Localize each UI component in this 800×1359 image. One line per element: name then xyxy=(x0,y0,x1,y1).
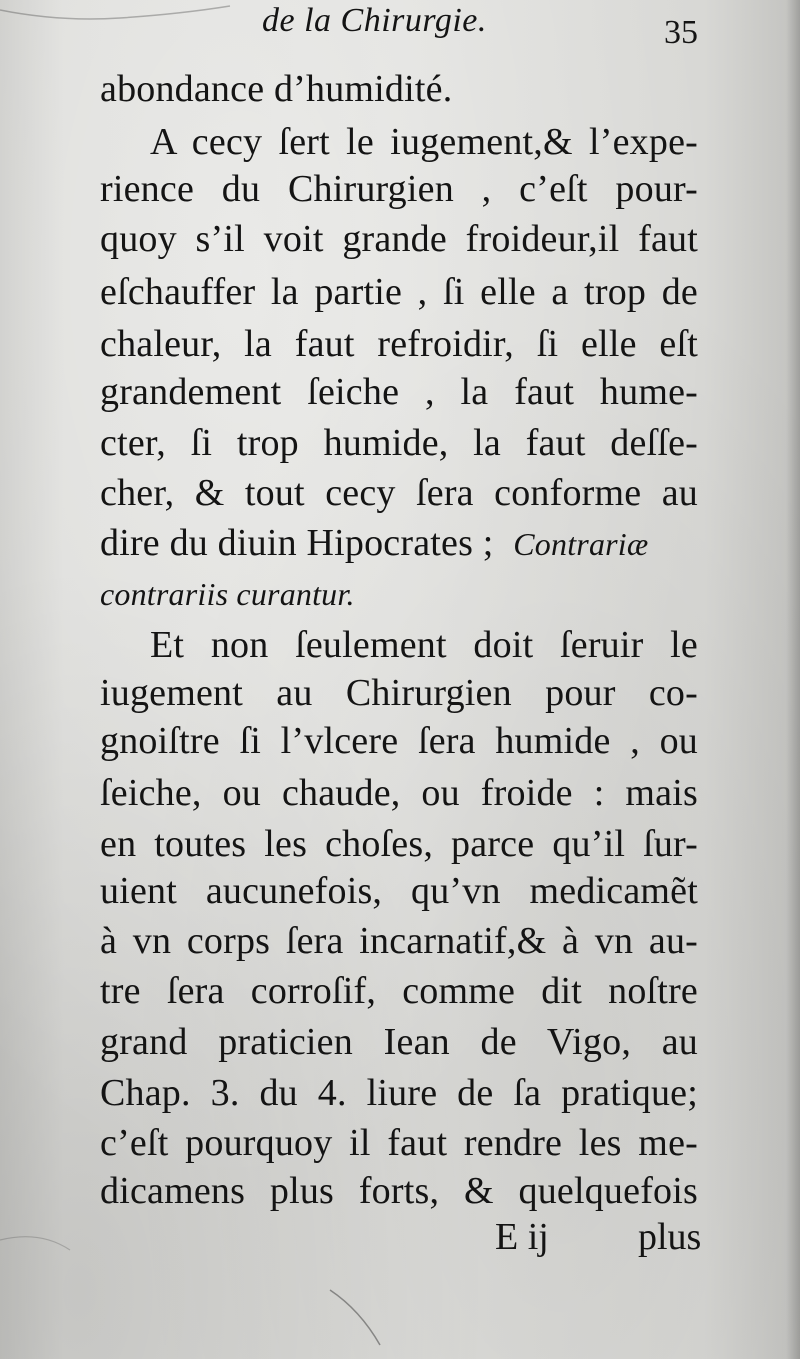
text-line: iugement au Chirurgien pour co- xyxy=(100,672,698,714)
text-line: à vn corps ſera incarnatif,& à vn au- xyxy=(100,920,698,962)
text-line: dicamens plus forts, & quelquefois xyxy=(100,1170,698,1212)
text-roman: dire du diuin Hipocrates ; xyxy=(100,522,494,564)
text-line: cter, ſi trop humide, la faut deſſe- xyxy=(100,422,698,464)
text-line: gnoiſtre ſi l’vlcere ſera humide , ou xyxy=(100,720,698,762)
text-line: rience du Chirurgien , c’eſt pour- xyxy=(100,168,698,210)
text-line: en toutes les choſes, parce qu’il ſur- xyxy=(100,823,698,865)
signature-mark: E ij xyxy=(495,1216,549,1258)
text-line: grandement ſeiche , la faut hume- xyxy=(100,371,698,413)
text-line: eſchauffer la partie , ſi elle a trop de xyxy=(100,271,698,313)
text-line: uient aucunefois, qu’vn medicamẽt xyxy=(100,870,698,912)
text-line xyxy=(100,524,648,562)
catchword: plus xyxy=(638,1216,702,1258)
text-line: Chap. 3. du 4. liure de ſa pratique; xyxy=(100,1072,698,1114)
text-line: tre ſera corroſif, comme dit noſtre xyxy=(100,970,698,1012)
latin-quote: Contrariæ xyxy=(513,526,649,562)
page-edge-shadow xyxy=(786,0,800,1359)
text-line: chaleur, la faut refroidir, ſi elle eſt xyxy=(100,323,698,365)
page-number: 35 xyxy=(664,14,698,51)
text-line: A cecy ſert le iugement,& l’expe- xyxy=(150,121,698,163)
text-line: grand praticien Iean de Vigo, au xyxy=(100,1021,698,1063)
text-line: quoy s’il voit grande froideur,il faut xyxy=(100,218,698,260)
text-line: cher, & tout cecy ſera conforme au xyxy=(100,472,698,514)
text-line: ſeiche, ou chaude, ou froide : mais xyxy=(100,772,698,814)
text-line: abondance d’humidité. xyxy=(100,68,453,110)
running-head: de la Chirurgie. xyxy=(262,2,487,39)
text-line: c’eſt pourquoy il faut rendre les me- xyxy=(100,1122,698,1164)
latin-quote: contrariis curantur. xyxy=(100,576,355,612)
text-line: Et non ſeulement doit ſeruir le xyxy=(150,624,698,666)
